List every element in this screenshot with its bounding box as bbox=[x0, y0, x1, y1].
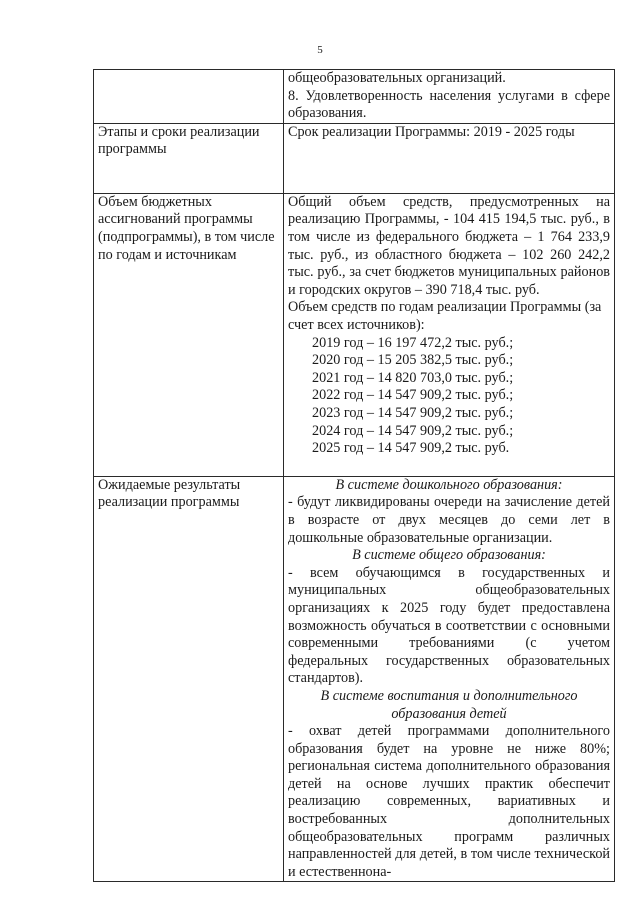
page-number: 5 bbox=[317, 44, 323, 56]
row-content bbox=[284, 123, 615, 193]
section-heading: В системе воспитания и дополнительного образования детей bbox=[320, 687, 578, 722]
table-row bbox=[94, 70, 615, 124]
row-label: Объем бюджетных ассигнований программы (подпрограммы), в том числе по годам и источникам bbox=[94, 193, 284, 476]
section-text: - всем обучающимся в государственных и муниципальных общеобразовательных организациях к 2025 году будет предоставлена возможность обучаться в соответствии с основными современными требованиями (с учетом федеральных государственных образовательных стандартов). bbox=[288, 564, 610, 687]
content-line: Срок реализации Программы: 2019 - 2025 годы bbox=[288, 123, 575, 140]
section-text: - будут ликвидированы очереди на зачисление детей в возрасте от двух месяцев до семи лет в дошкольные образовательные организации. bbox=[288, 494, 610, 546]
budget-by-years-title: Объем средств по годам реализации Программы (за счет всех источников): bbox=[288, 299, 602, 333]
budget-year-line: 2025 год – 14 547 909,2 тыс. руб. bbox=[312, 440, 510, 457]
row-content bbox=[284, 193, 615, 476]
budget-year-line: 2024 год – 14 547 909,2 тыс. руб.; bbox=[312, 422, 514, 439]
section-heading: В системе общего образования: bbox=[352, 547, 546, 564]
budget-intro: Общий объем средств, предусмотренных на реализацию Программы, - 104 415 194,5 тыс. руб., в том числе из федерального бюджета – 1 764 233,9 тыс. руб., из областного бюджета – 102 260 242,2 тыс. руб., за счет бюджетов муниципальных районов и городских округов – 390 718,4 тыс. руб. bbox=[288, 193, 610, 298]
content-line: общеобразовательных организаций. bbox=[288, 70, 506, 86]
row-label: Этапы и сроки реализации программы bbox=[94, 123, 284, 193]
content-line: 8. Удовлетворенность населения услугами в сфере образования. bbox=[288, 87, 610, 122]
table-row bbox=[94, 193, 615, 476]
budget-year-line: 2022 год – 14 547 909,2 тыс. руб.; bbox=[312, 387, 514, 404]
budget-year-line: 2019 год – 16 197 472,2 тыс. руб.; bbox=[312, 334, 514, 351]
row-label: Ожидаемые результаты реализации программы bbox=[94, 476, 284, 882]
row-content bbox=[284, 70, 615, 124]
row-content bbox=[284, 476, 615, 882]
budget-year-line: 2021 год – 14 820 703,0 тыс. руб.; bbox=[312, 369, 514, 386]
table-row bbox=[94, 123, 615, 193]
program-passport-table bbox=[93, 69, 615, 882]
budget-year-line: 2020 год – 15 205 382,5 тыс. руб.; bbox=[312, 352, 514, 369]
row-label bbox=[94, 70, 284, 124]
section-heading: В системе дошкольного образования: bbox=[335, 476, 563, 493]
table-row bbox=[94, 476, 615, 882]
budget-year-line: 2023 год – 14 547 909,2 тыс. руб.; bbox=[312, 404, 514, 421]
section-text: - охват детей программами дополнительного образования будет на уровне не ниже 80%; региональная система дополнительного образования детей на основе лучших практик обеспечит реализацию современных, вариативных и востребованных дополнительных общеобразовательных программ различных направленностей для детей, в том числе технической и естественнона- bbox=[288, 723, 610, 880]
